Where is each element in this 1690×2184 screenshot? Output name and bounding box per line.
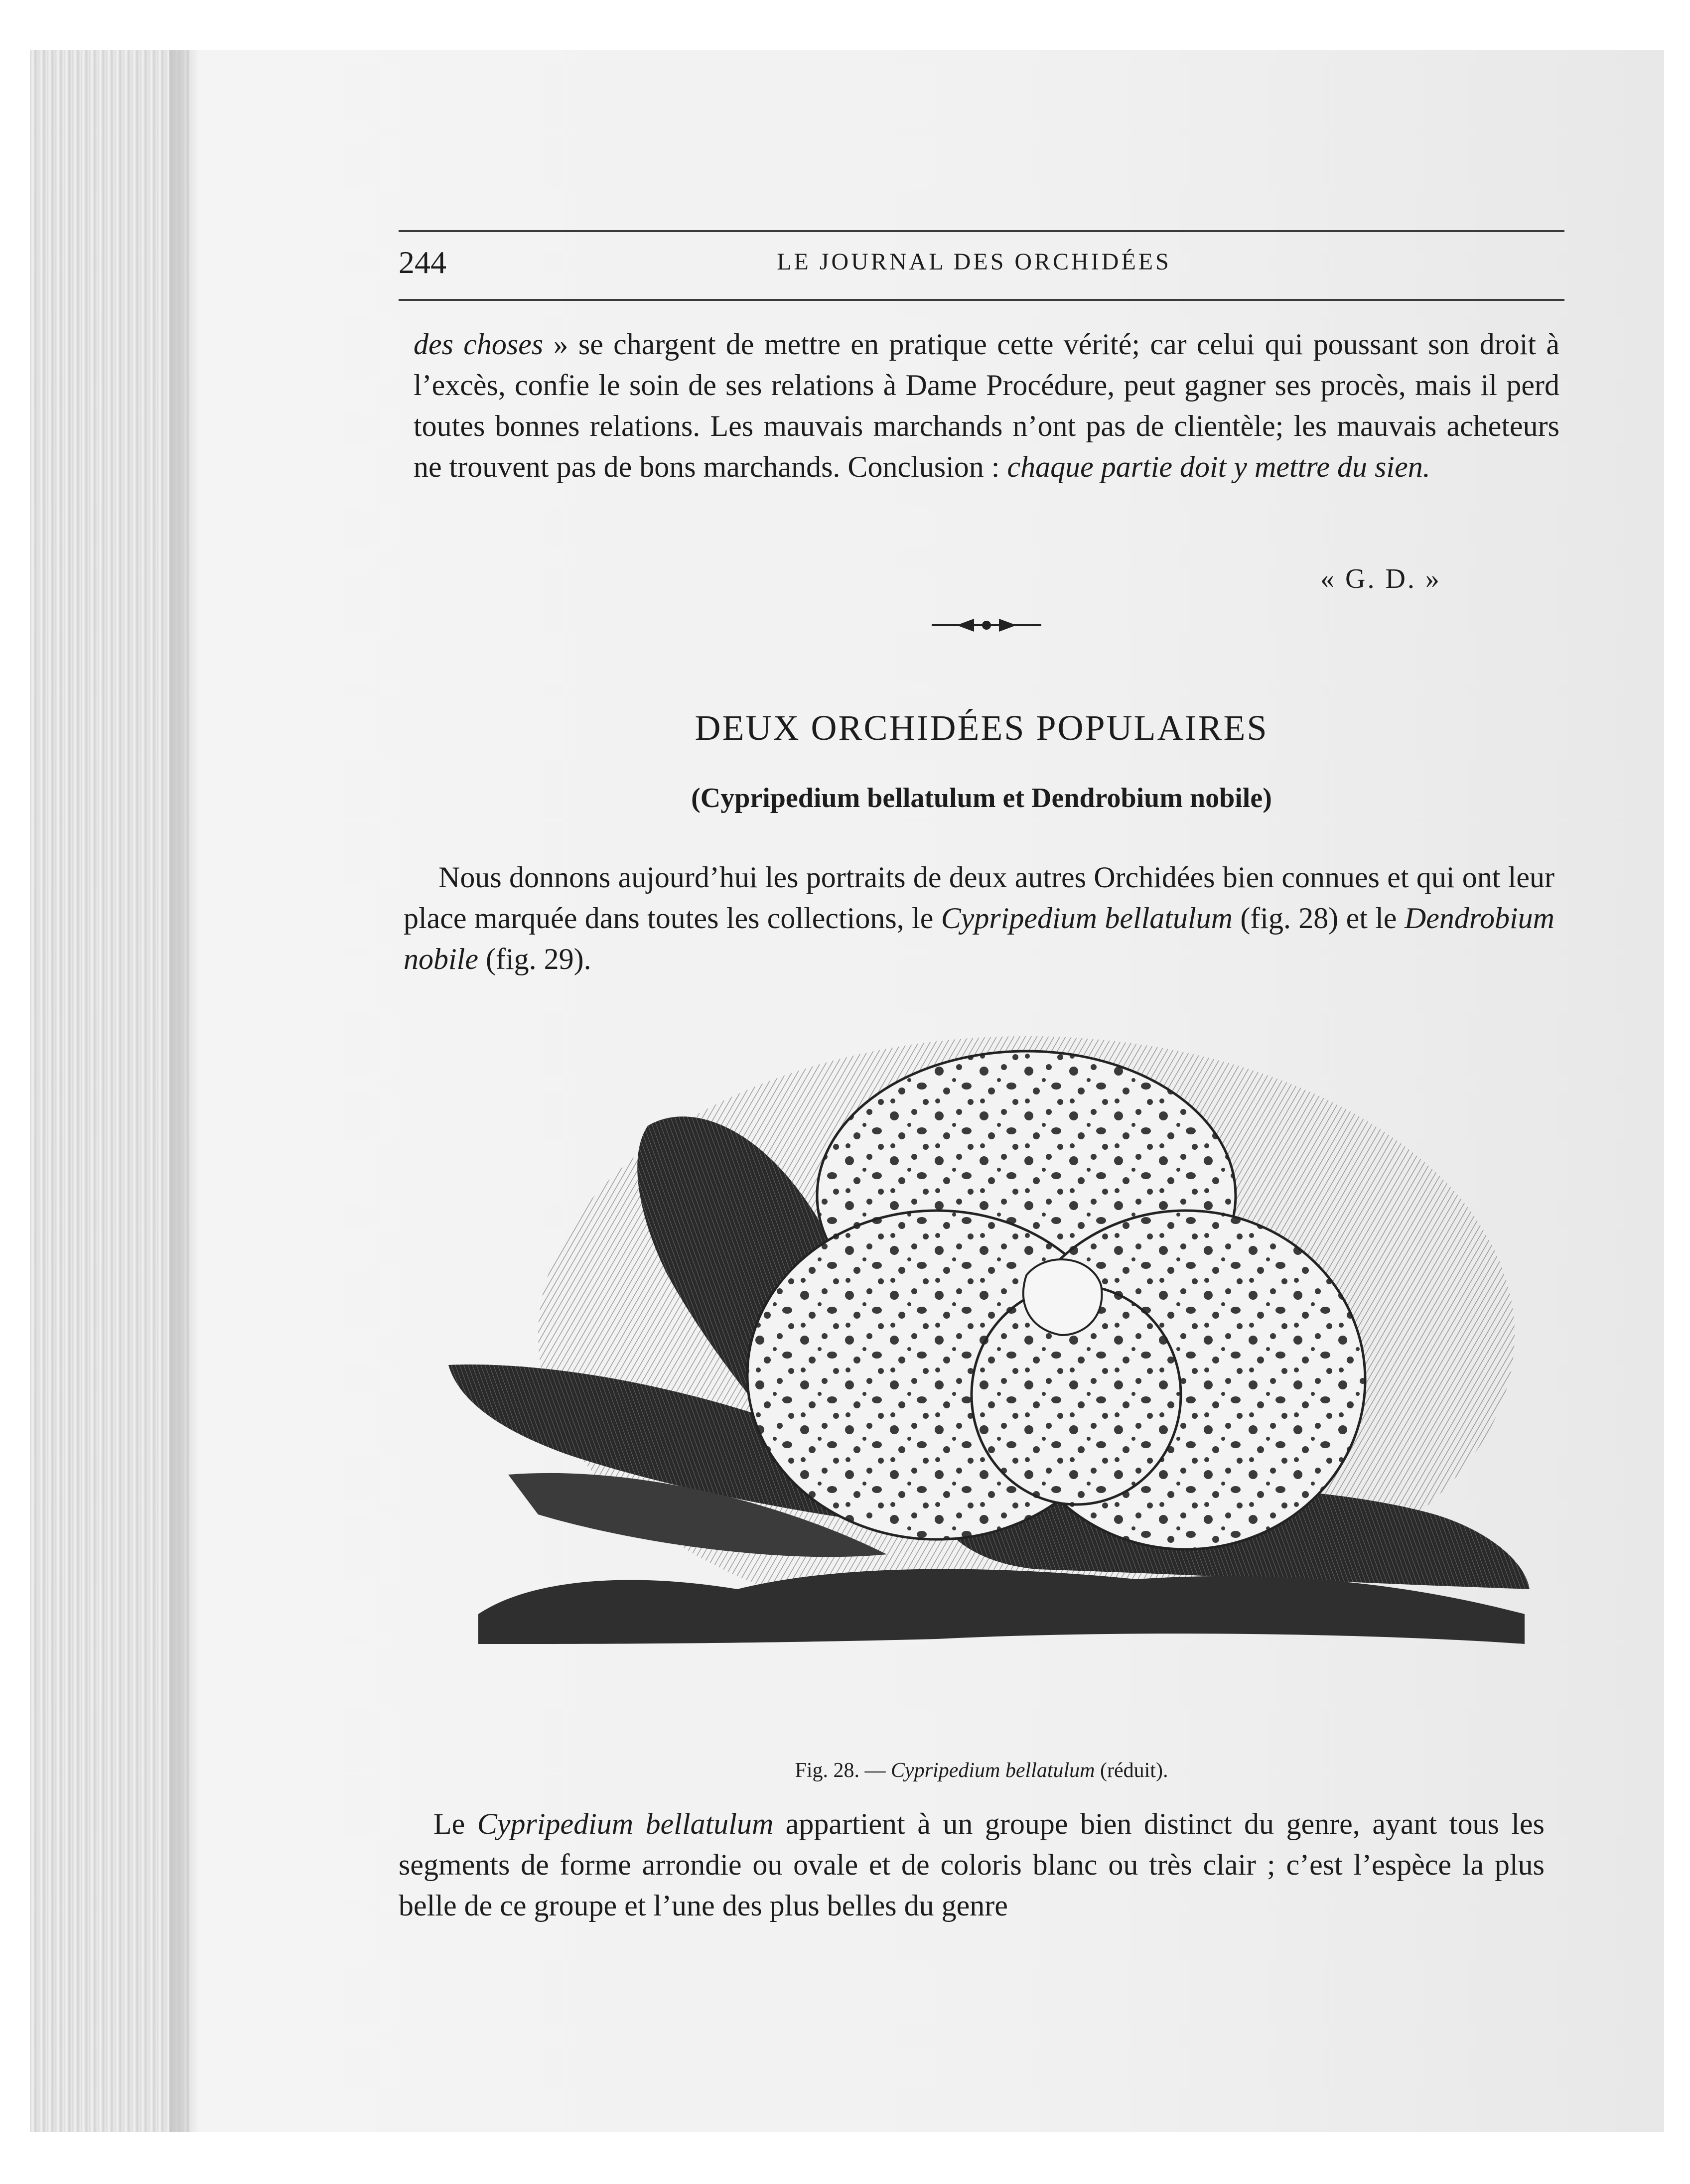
caption-species: Cypripedium bellatulum (891, 1759, 1095, 1782)
paragraph-text: (fig. 29). (478, 943, 591, 975)
running-title: LE JOURNAL DES ORCHIDÉES (777, 249, 1171, 275)
paragraph (404, 857, 1554, 979)
italic-species: Cypripedium bellatulum (941, 902, 1233, 935)
page-edges-stack (30, 50, 189, 2132)
paragraph-text: appartient à un groupe bien distinct du genre, ayant tous les segments de forme arrondie ou ovale et de coloris blanc ou très clair ; c’est l’espèce la plus belle de ce groupe et l’une des plus belles du genre (399, 1807, 1545, 1922)
closing-paragraph (399, 1803, 1545, 1926)
running-header (399, 244, 1549, 289)
page-gutter-shadow (169, 50, 199, 2132)
intro-paragraph (404, 857, 1554, 979)
paragraph-text: » se chargent de mettre en pratique cette vérité; car celui qui poussant son droit à l’excès, confie le soin de ses relations à Dame Procédure, peut gagner ses procès, mais il perd toutes bonnes relations. Les mauvais marchands n’ont pas de clientèle; les mauvais acheteurs ne trouvent pas de bons marchands. Conclusion : (414, 328, 1559, 483)
orchid-engraving (438, 1016, 1535, 1749)
paragraph-text: (fig. 28) et le (1232, 902, 1405, 935)
ornament-divider (927, 613, 1046, 638)
caption-prefix: Fig. 28. — (795, 1759, 891, 1782)
italic-phrase: des choses (414, 328, 544, 361)
header-top-rule (399, 230, 1564, 232)
italic-species: Dendrobium nobile (404, 902, 1555, 975)
article-title: DEUX ORCHIDÉES POPULAIRES (695, 708, 1268, 748)
paragraph-text: Le (433, 1807, 477, 1840)
italic-species: Cypripedium bellatulum (477, 1807, 774, 1840)
figure-caption (399, 1759, 1564, 1782)
header-bottom-rule (399, 299, 1564, 301)
caption-suffix: (réduit). (1095, 1759, 1168, 1782)
page-number: 244 (399, 245, 446, 280)
italic-phrase: chaque partie doit y mettre du sien. (1007, 450, 1430, 483)
author-signature: « G. D. » (1320, 563, 1441, 594)
continuation-paragraph (414, 324, 1559, 487)
paragraph (399, 1803, 1545, 1926)
paragraph (414, 324, 1559, 487)
paragraph-text: Nous donnons aujourd’hui les portraits de deux autres Orchidées bien connues et qui ont leur place marquée dans toutes les collections, le (404, 861, 1554, 935)
article-subtitle: (Cypripedium bellatulum et Dendrobium nobile) (691, 783, 1272, 814)
